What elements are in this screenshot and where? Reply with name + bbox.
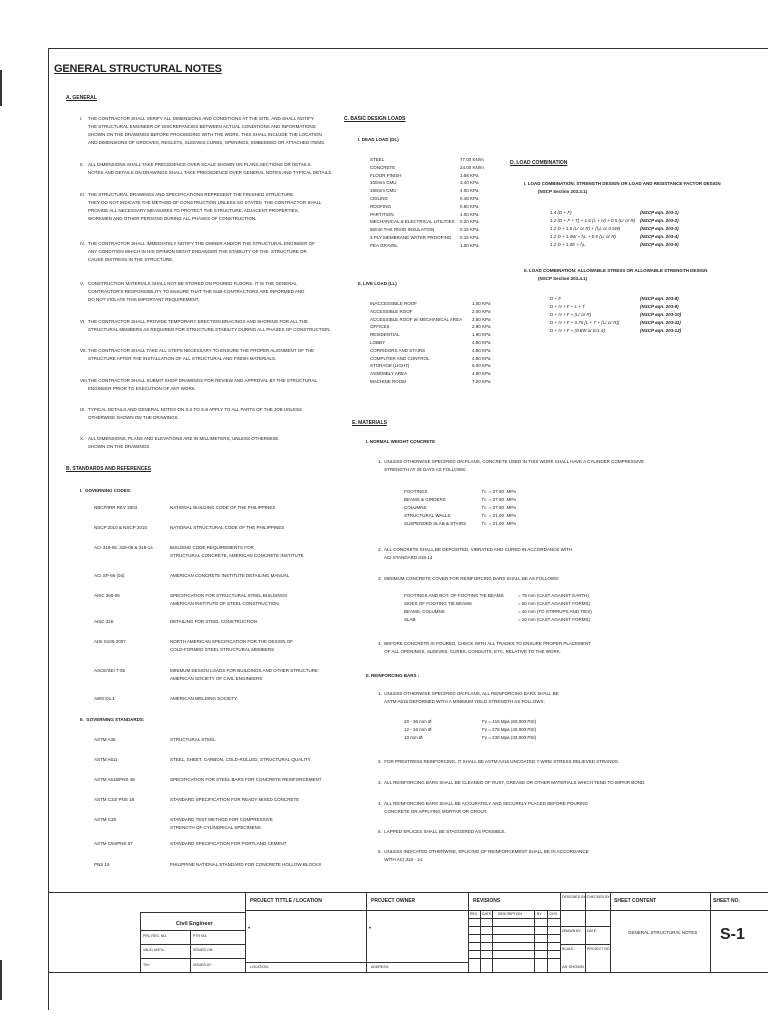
reinforcing-note: 2. FOR PRESTRESS REINFORCING, IT SHALL BE ASTM A416 UNCOATED 7-WIRE STRESS RELIEVED STRANDS. xyxy=(378,759,619,764)
combo-equation: D + H + F + (0.6W or E/1.4) xyxy=(550,328,606,333)
project-owner-label: PROJECT OWNER xyxy=(371,898,416,904)
dead-load-value: 0.48 KPa xyxy=(460,196,479,201)
subheading-allowable-stress: II. LOAD COMBINATION: ALLOWABLE STRESS OR ALLOWABLE STRENGTH DESIGN xyxy=(524,268,708,273)
section-heading-standards: B. STANDARDS AND REFERENCES xyxy=(66,466,152,472)
cover-location: SLAB xyxy=(404,617,416,622)
code-description: DETAILING FOR STEEL CONSTRUCTION xyxy=(170,619,258,624)
code-description: SPECIFICATION FOR STRUCTURAL STEEL BUILDINGS AMERICAN INSTITUTE OF STEEL CONSTRUCTION xyxy=(170,593,288,606)
standard-name: ASTM C94/PNS 07 xyxy=(94,841,133,846)
location-label: LOCATION: xyxy=(250,965,269,969)
live-load-value: 1.00 KPa xyxy=(472,301,491,306)
general-note-text: THE STRUCTURAL DRAWINGS AND SPECIFICATIONS REPRESENT THE FINISHED STRUCTURE. THEY DO NOT INDICATE THE METHOD OF CONSTRUCTION UNLESS SO STATED. THE CONTRACTOR SHALL PROVIDE ALL NECESSARY MEASURES TO PROTECT THE STRUCTURE, ADJACENT PROPERTIES, WORKMEN AND OTHER PERSONS DURING ALL PHASES OF CONSTRUCTION. xyxy=(88,192,322,221)
general-note-text: THE CONTRACTOR SHALL SUBMIT SHOP DRAWINGS FOR REVIEW AND APPROVAL BY THE STRUCTURAL ENGINEER PRIOR TO EXECUTION OF ANY WORK. xyxy=(88,378,318,391)
live-load-item: INACCESSIBLE ROOF xyxy=(370,301,418,306)
standard-description: STANDARD SPECIFICATION FOR PORTLAND CEMENT xyxy=(170,841,287,846)
address-label: ADDRESS: xyxy=(371,965,389,969)
scale-label: SCALE: xyxy=(562,947,575,951)
live-load-item: OFFICES xyxy=(370,324,390,330)
rev-col: CK'D xyxy=(549,912,558,916)
bar-yield: Fy = 415 Mpa (60,000 PSI) xyxy=(482,719,537,724)
code-name: ASCE/SEI 7-05 xyxy=(94,668,126,673)
concrete-member: STRUCTURAL WALLS xyxy=(404,513,451,518)
code-name: AISI S100-2007 xyxy=(94,639,126,644)
standard-description: SPECIFICATION FOR STEEL BARS FOR CONCRETE REINFORCEMENT xyxy=(170,777,322,782)
general-note-number: VII. xyxy=(80,348,87,353)
combo-reference: (NSCP eqn. 203-5) xyxy=(640,242,679,247)
section-heading-loads: C. BASIC DESIGN LOADS xyxy=(344,116,406,122)
general-note-text: ALL DIMENSIONS SHALL TAKE PRECEDENCE OVER SCALE SHOWN ON PLANS,SECTIONS OR DETAILS. NOTES AND DETAILS ON DRAWINGS SHALL TAKE PRECEDENCE OVER GENERAL NOTES AND TYPICAL DETAILS. xyxy=(88,162,333,175)
dead-load-item: MECHANICAL & ELECTRICAL UTILITIES xyxy=(370,219,455,225)
subheading-live-load: II. LIVE LOAD (LL) xyxy=(358,281,397,286)
concrete-strength: f'c = 27.60 MPa xyxy=(482,505,516,510)
dead-load-item: ROOFING xyxy=(370,203,391,209)
margin-tick xyxy=(0,960,2,1000)
strength-design-ref: (NSCP Section 203.3.1) xyxy=(538,189,588,194)
concrete-member: SUSPENDED SLAB & STAIRS xyxy=(404,521,467,526)
code-description: MINIMUM DESIGN LOADS FOR BUILDINGS AND OTHER STRUCTURE AMERICAN SOCIETY OF CIVIL ENGINEERS xyxy=(170,668,319,681)
general-note-text: TYPICAL DETAILS AND GENERAL NOTES ON S-2 TO S-8 APPLY TO ALL PARTS OF THE JOB UNLESS OTHERWISE SHOWN ON THE DRAWINGS. xyxy=(88,407,302,420)
live-load-item: COMPUTER AND CONTROL xyxy=(370,355,430,361)
combo-equation: D + H + F + (Lr or R) xyxy=(550,312,592,317)
dead-load-value: 0.20 KPa xyxy=(460,219,479,225)
issued-at-label: ISSUED AT: xyxy=(193,963,212,967)
standard-name: ASTM A36 xyxy=(94,737,116,742)
code-name: AISC 326 xyxy=(94,619,114,624)
general-note-text: THE CONTRACTOR SHALL TAKE ALL STEPS NECESSARY TO ENSURE THE PROPER ALIGNMENT OF THE STRUCTURE AFTER THE INSTALLATION OF ALL STRUCTURAL AND FINISH MATERIALS. xyxy=(88,348,315,361)
dead-load-item: FLOOR FINISH xyxy=(370,172,402,178)
code-description: BUILDING CODE REQUIREMENTS FOR STRUCTURAL CONCRETE, AMERICAN CONCRETE INSTITUTE xyxy=(170,545,304,558)
combo-reference: (NSCP eqn. 203-10) xyxy=(640,312,682,317)
section-heading-combination: D. LOAD COMBINATION xyxy=(510,160,568,166)
bar-yield: Fy = 230 Mpa (33,000 PSI) xyxy=(482,735,537,740)
general-note-text: THE CONTRACTOR SHALL VERIFY ALL DIMENSIONS AND CONDITIONS AT THE SITE, AND SHALL NOTIFY THE STRUCTURAL ENGINEER OF DISCREPANCIES BETWEEN ACTUAL CONDITIONS AND INFORMATIONS SHOWN ON THE DRAWINGS BEFORE PROCEEDING WITH THE WORK. THIS SHALL INCLUDE THE LOCATION AND DIMENSIONS OF GROOVES, REGLETS, SLEEVES,CURBS, OPENINGS, EMBEDDED OR ATTACHED ITEMS. xyxy=(88,116,326,145)
margin-tick xyxy=(0,70,2,106)
materials-note: 4. BEFORE CONCRETE IS POURED, CHECK WITH ALL TRADES TO ENSURE PROPER PLACEMENT OF ALL OPENINGS, SLEEVES, CURBS, CONDUITS, ETC. RELATIVE TO THE WORK. xyxy=(378,641,591,654)
cover-location: BEAMS, COLUMNS xyxy=(404,609,445,614)
subheading-dead-load: I. DEAD LOAD (DL) xyxy=(358,137,399,142)
allowable-stress-ref: (NSCP Section 203.4.1) xyxy=(538,276,588,281)
bullet: • xyxy=(369,926,372,932)
general-note-number: V. xyxy=(80,281,84,286)
dead-load-value: 77.00 KN/m xyxy=(460,157,484,162)
live-load-value: 4.80 KPa xyxy=(472,340,491,345)
live-load-value: 2.00 KPa xyxy=(472,308,491,314)
dead-load-item: CEILING xyxy=(370,196,389,201)
code-name: AWS D1.1 xyxy=(94,696,115,701)
standard-name: ASTM A611 xyxy=(94,757,118,762)
cover-location: FOOTINGS AND BOT. OF FOOTING TIE BEAMS xyxy=(404,593,504,598)
sheet-content-value: GENERAL STRUCTURAL NOTES xyxy=(628,930,698,935)
tin-label: TIN: xyxy=(143,963,150,967)
bar-size: 20 - 36 mm Ø xyxy=(404,719,432,724)
live-load-value: 3.50 KPa xyxy=(472,316,491,322)
scale-value: AS SHOWN xyxy=(562,964,584,969)
combo-reference: (NSCP eqn. 203-12) xyxy=(640,328,682,333)
concrete-strength: f'c = 21.00 MPa xyxy=(482,521,516,526)
dead-load-value: 24.00 KN/m xyxy=(460,164,484,170)
title-block xyxy=(48,892,768,972)
combo-equation: 1.2 D + 1.0E + f₁L xyxy=(550,242,586,247)
reinforcing-note: 1. UNLESS OTHERWISE SPECIFIED ON PLANS, ALL REINFORCING BARS SHALL BE ASTM A615 DEFORMED WITH A MINIMUM YIELD STRENGTH AS FOLLOWS: xyxy=(378,691,559,704)
standard-name: ASTM C39 xyxy=(94,817,117,822)
sheet-no-value: S-1 xyxy=(720,926,745,943)
dead-load-item: 100mm CMU xyxy=(370,180,397,186)
live-load-item: ACCESSIBLE ROOF xyxy=(370,308,413,314)
general-note-number: I. xyxy=(80,116,83,121)
project-title-label: PROJECT TITTLE / LOCATION xyxy=(250,898,322,904)
live-load-item: ACCESSIBLE ROOF w/ MECHANICAL AREA xyxy=(370,316,463,322)
dead-load-item: PEA GRAVEL xyxy=(370,242,398,248)
code-description: NATIONAL BUILDING CODE OF THE PHILIPPINES xyxy=(170,505,276,510)
dead-load-item: CONCRETE xyxy=(370,164,396,170)
rev-col: DATE xyxy=(482,912,492,916)
general-note-number: VI. xyxy=(80,319,86,324)
live-load-value: 4.80 KPa xyxy=(472,347,491,353)
live-load-item: RESIDENTIAL xyxy=(370,332,400,338)
prc-label: PRC REG. NO. xyxy=(143,934,168,938)
dead-load-value: 0.15 KPa xyxy=(460,235,479,240)
standard-name: PNS 16 xyxy=(94,862,110,867)
dead-load-value: 1.00 KPa xyxy=(460,242,479,248)
reinforcing-note: 3. ALL REINFORCING BARS SHALL BE CLEANED OF RUST, GREASE OR OTHER MATERIALS WHICH TEND TO IMPAIR BOND. xyxy=(378,780,646,785)
code-name: ACI 318-05, 318-08 & 318-14 xyxy=(94,545,153,550)
sheet-no-label: SHEET NO. xyxy=(713,898,740,904)
general-note-number: X. xyxy=(80,436,85,441)
cover-value: = 40 mm (TO STIRRUPS AND TIES) xyxy=(518,609,592,614)
subheading-codes: I. GOVERNING CODES: xyxy=(80,488,132,493)
code-name: NBCP/IRR REV 2004 xyxy=(94,505,138,510)
dead-load-item: 150mm CMU xyxy=(370,188,397,194)
combo-reference: (NSCP eqn. 203-11) xyxy=(640,320,681,325)
combo-equation: 1.2 D + 1.6 (Lr or R) + (f₁L or 0.5W) xyxy=(550,226,621,231)
code-description: NORTH AMERICAN SPECIFICATION FOR THE DESIGN OF COLD-FORMED STEEL STRUCTURAL MEMBERS xyxy=(170,639,294,652)
dead-load-value: 0.60 KPa xyxy=(460,203,479,209)
general-note-number: II. xyxy=(80,162,84,167)
subheading-strength-design: I. LOAD COMBINATION: STRENGTH DESIGN OR LOAD AND RESISTANCE FACTOR DESIGN xyxy=(524,181,721,186)
standard-description: STRUCTURAL STEEL xyxy=(170,737,216,742)
combo-reference: (NSCP eqn. 203-9) xyxy=(640,304,679,309)
combo-reference: (NSCP eqn. 203-3) xyxy=(640,226,679,231)
live-load-value: 4.80 KPa xyxy=(472,355,491,361)
materials-note: 2. ALL CONCRETE SHALL BE DEPOSITED, VIBRATED AND CURED IN ACCORDANCE WITH ACI STANDARD 318-14 xyxy=(378,547,573,560)
general-note-number: IV. xyxy=(80,241,86,246)
live-load-value: 1.90 KPa xyxy=(472,332,491,338)
code-description: AMERICAN CONCRETE INSTITUTE DETAILING MANUAL xyxy=(170,573,290,578)
subheading-standards: II. GOVERNING STANDARDS: xyxy=(80,717,145,722)
bullet: • xyxy=(248,926,251,932)
code-name: NSCP 2010 & NSCP 2015 xyxy=(94,525,147,530)
combo-reference: (NSCP eqn. 203-1) xyxy=(640,210,679,215)
standard-name: ASTM C33/ PNS 18 xyxy=(94,797,135,802)
dead-load-item: PARTITION xyxy=(370,211,394,217)
standard-description: STEEL, SHEET, CARBON, COLD-ROLLED, STRUCTURAL QUALITY xyxy=(170,757,311,762)
standard-description: PHILIPPINE NATIONAL STANDARD FOR CONCRETE HOLLOW BLOCKS xyxy=(170,862,322,867)
rev-col: DESCRIPTION xyxy=(498,912,522,916)
combo-reference: (NSCP eqn. 203-2) xyxy=(640,218,679,223)
combo-equation: D + F xyxy=(550,296,562,301)
general-note-number: VIII. xyxy=(80,378,89,383)
combo-equation: 1.2 D + 1.0W + f₁L + 0.5 (Lr or R) xyxy=(550,234,616,239)
live-load-item: STORAGE (LIGHT) xyxy=(370,363,410,369)
standard-name: ASTM A615/PNS 49 xyxy=(94,777,135,782)
reinforcing-note: 5. LAPPED SPLICES SHALL BE STAGGERED AS POSSIBLE. xyxy=(378,829,506,834)
checked-label: CHECKED BY: xyxy=(587,895,611,899)
general-note-number: III. xyxy=(80,192,86,197)
materials-note: 1. UNLESS OTHERWISE SPECIFIED ON PLANS, CONCRETE USED IN THIS WORK SHALL HAVE A CYLINDER COMPRESSIVE STRENGTH AT 28 DAYS AS FOLLOWS: xyxy=(378,459,645,472)
rev-col: BY xyxy=(537,912,542,916)
combo-equation: 1.4 (D + F) xyxy=(550,210,572,215)
code-name: ACI SP-66 (04) xyxy=(94,573,125,578)
engineer-title: Civil Engineer xyxy=(176,921,213,927)
cover-location: SIDES OF FOOTING TIE BEAMS xyxy=(404,601,472,606)
live-load-item: MACHINE ROOM xyxy=(370,379,406,384)
drawn-label: DRAWN BY: xyxy=(562,929,582,933)
combo-equation: 1.2 (D + F + T) + 1.6 (L + H) + 0.5 (Lr or R) xyxy=(550,218,636,223)
subheading-concrete: I. NORMAL WEIGHT CONCRETE xyxy=(366,439,436,444)
dead-load-value: 3.40 KPa xyxy=(460,180,479,186)
dead-load-item: 50mm THK RIGID INSULATION xyxy=(370,227,435,233)
section-heading-general: A. GENERAL xyxy=(66,95,97,101)
code-description: NATIONAL STRUCTURAL CODE OF THE PHILIPPINES xyxy=(170,525,285,530)
concrete-strength: f'c = 27.60 MPa xyxy=(482,489,516,494)
page-title: GENERAL STRUCTURAL NOTES xyxy=(54,63,222,75)
code-name: AISC 360-05 xyxy=(94,593,120,598)
project-no-label: PROJECT NO: xyxy=(587,947,611,951)
live-load-value: 7.20 KPa xyxy=(472,379,491,384)
dead-load-value: 0.15 KPa xyxy=(460,227,479,233)
dead-load-value: 4.00 KPa xyxy=(460,188,479,194)
code-description: AMERICAN WELDING SOCIETY xyxy=(170,696,238,701)
concrete-member: COLUMNS xyxy=(404,505,427,510)
date-label: DATE: xyxy=(587,929,598,933)
live-load-value: 4.80 KPa xyxy=(472,371,491,377)
combo-equation: D + H + F + 0.75 [L + T + (Lr or R)] xyxy=(550,320,620,325)
issued-on-label: ISSUED ON: xyxy=(193,948,214,952)
combo-reference: (NSCP eqn. 203-4) xyxy=(640,234,679,239)
combo-equation: D + H + F + L + T xyxy=(550,304,585,309)
cover-value: = 50 mm (CAST AGAINST FORMS) xyxy=(518,601,590,606)
combo-reference: (NSCP eqn. 203-8) xyxy=(640,296,679,301)
reinforcing-note: 6. UNLESS INDICATED OTHERWISE, SPLICING OF REINFORCEMENT SHALL BE IN ACCORDANCE WITH ACI 318 - 14. xyxy=(378,849,589,862)
valid-label: VALID UNTIL: xyxy=(143,948,165,952)
general-note-number: IX. xyxy=(80,407,86,412)
dead-load-item: 3 PLY MEMBRANE WATER PROOFING xyxy=(370,235,452,240)
materials-note: 3. MINIMUM CONCRETE COVER FOR REINFORCING BARS SHALL BE AS FOLLOWS: xyxy=(378,576,560,581)
dead-load-value: 1.00 KPa xyxy=(460,211,479,217)
dead-load-item: STEEL xyxy=(370,157,385,162)
general-note-text: THE CONTRACTOR SHALL IMMEDIATELY NOTIFY THE OWNER AND/OR THE STRUCTURAL ENGINEER OF ANY CONDITION WHICH IN HIS OPINION MIGHT ENDANGER THE STABILITY OF THE STRUCTURE OR CAUSE DISTRESS IN THE STRUCTURE. xyxy=(88,241,315,262)
bar-size: 12 - 16 mm Ø xyxy=(404,727,432,732)
revisions-label: REVISIONS xyxy=(473,898,501,904)
concrete-member: FOOTINGS xyxy=(404,489,428,494)
subheading-reinforcing: II. REINFORCING BARS : xyxy=(366,673,420,678)
concrete-member: BEAMS & GIRDERS xyxy=(404,497,446,502)
section-heading-materials: E. MATERIALS xyxy=(352,420,387,426)
general-note-text: ALL DIMENSIONS, PLANS AND ELEVATIONS ARE IN MILLIMETERS, UNLESS OTHERWISE SHOWN ON THE DRAWINGS. xyxy=(88,436,279,449)
designed-label: DESIGNED BY: xyxy=(562,895,587,899)
cover-value: = 20 mm (CAST AGAINST FORMS) xyxy=(518,617,590,622)
reinforcing-note: 4. ALL REINFORCING BARS SHALL BE ACCURATELY AND SECURELY PLACED BEFORE POURING CONCRETE OR APPLYING MORTAR OR GROUT. xyxy=(378,801,589,814)
live-load-item: CORRIDORS AND STAIRS xyxy=(370,347,426,353)
rev-col: REV. xyxy=(470,912,478,916)
dead-load-value: 1.58 KPa xyxy=(460,172,479,178)
general-note-text: CONSTRUCTION MATERIALS SHALL NOT BE STORED ON POURED FLOORS. IT IS THE GENERAL CONTRACTOR'S RESPONSIBILITY TO ENSURE THAT THE SUB-CONTRACTORS ARE INFORMED AND DO NOT VIOLATE THIS IMPORTANT REQUIREMENT. xyxy=(88,281,305,302)
live-load-value: 2.90 KPa xyxy=(472,324,491,330)
live-load-value: 6.00 KPa xyxy=(472,363,491,369)
live-load-item: ASSEMBLY AREA xyxy=(370,371,408,377)
bar-size: 10 mm Ø xyxy=(404,735,423,740)
concrete-strength: f'c = 21.00 MPa xyxy=(482,513,516,518)
concrete-strength: f'c = 27.60 MPa xyxy=(482,497,516,502)
standard-description: STANDARD TEST METHOD FOR COMPRESSIVE STRENGTH OF CYLINDRICAL SPECIMENS xyxy=(170,817,273,830)
sheet-content-label: SHEET CONTENT xyxy=(614,898,657,904)
general-note-text: THE CONTRACTOR SHALL PROVIDE TEMPORARY ERECTION BRACINGS AND SHORING FOR ALL THE STRUCTURAL MEMBERS AS REQUIRED FOR STRUCTURE STABILITY DURING ALL PHASES OF CONSTRUCTION. xyxy=(88,319,331,332)
standard-description: STANDARD SPECIFICATION FOR READY MIXED CONCRETE xyxy=(170,797,300,802)
live-load-item: LOBBY xyxy=(370,340,386,345)
cover-value: = 75 mm (CAST AGAINST EARTH) xyxy=(518,593,589,598)
bar-yield: Fy = 275 Mpa (40,000 PSI) xyxy=(482,727,537,732)
ptr-label: PTR NO: xyxy=(193,934,208,938)
